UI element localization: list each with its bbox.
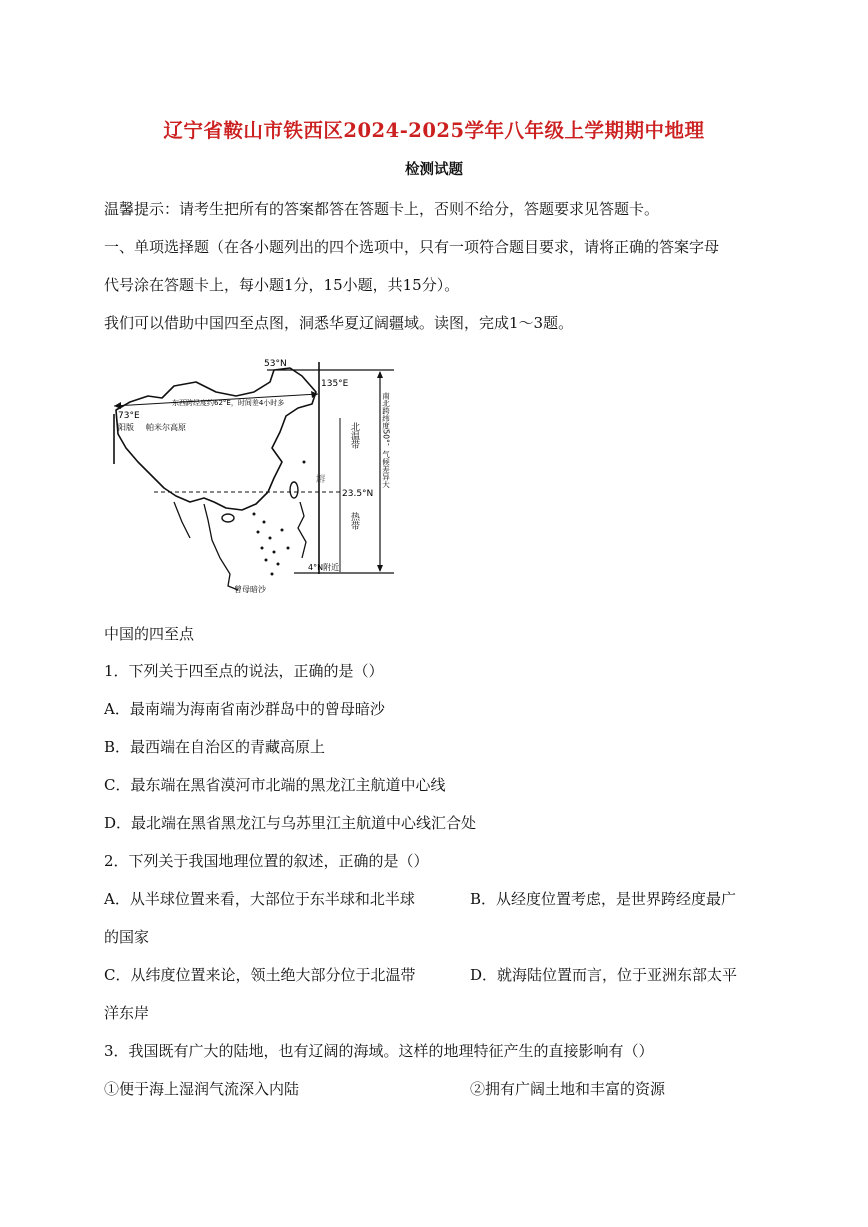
- philippines-outline: [298, 502, 306, 558]
- q2-option-a: A．从半球位置来看，大部位于东半球和北半球: [104, 890, 415, 908]
- label-north-temperate: 北温带: [349, 422, 359, 449]
- hainan-island: [222, 514, 234, 522]
- label-tropical-zone: 热带: [349, 512, 359, 530]
- label-east: 135°E: [321, 379, 349, 389]
- label-plateau: 帕米尔高原: [146, 423, 186, 432]
- q3-option-1: ①便于海上湿润气流深入内陆: [104, 1080, 300, 1098]
- label-north: 53°N: [264, 359, 287, 369]
- label-lat-span: 南北跨纬度50°，气候差异大: [381, 392, 391, 488]
- q1-option-a: A．最南端为海南省南沙群岛中的曾母暗沙: [104, 700, 385, 718]
- label-south: 4°N附近: [308, 563, 340, 572]
- q2-option-c: C．从纬度位置来论，领土绝大部分位于北温带: [104, 966, 416, 984]
- reading-intro: 我们可以借助中国四至点图，洞悉华夏辽阔疆域。读图，完成1～3题。: [104, 314, 574, 332]
- q2-option-d: D．就海陆位置而言，位于亚洲东部太平: [470, 966, 738, 984]
- exam-title: 辽宁省鞍山市铁西区2024-2025学年八年级上学期期中地理: [163, 119, 705, 142]
- exam-subtitle: 检测试题: [405, 161, 463, 178]
- southeast-asia-coast: [174, 502, 238, 590]
- label-west: 73°E: [118, 411, 140, 421]
- q1-option-c: C．最东端在黑省漠河市北端的黑龙江主航道中心线: [104, 776, 446, 794]
- q2-option-b-cont: 的国家: [104, 928, 150, 946]
- map-caption: 中国的四至点: [104, 625, 195, 643]
- label-pass: 阳版: [118, 423, 134, 432]
- china-outline: [116, 368, 316, 510]
- section-heading-line1: 一、单项选择题（在各小题列出的四个选项中，只有一项符合题目要求，请将正确的答案字母: [104, 238, 720, 256]
- q3-option-2: ②拥有广阔土地和丰富的资源: [470, 1080, 666, 1098]
- label-pacific: 太平洋: [316, 475, 344, 485]
- q3-stem: 3．我国既有广大的陆地，也有辽阔的海域。这样的地理特征产生的直接影响有（）: [104, 1042, 654, 1060]
- q1-option-d: D．最北端在黑省黑龙江与乌苏里江主航道中心线汇合处: [104, 814, 477, 832]
- taiwan-island: [290, 482, 298, 498]
- notice-text: 温馨提示：请考生把所有的答案都答在答题卡上，否则不给分，答题要求见答题卡。: [104, 200, 660, 218]
- label-lon-span: 东西跨经度约62°E，时间差4小时多: [172, 399, 285, 407]
- section-heading-line2: 代号涂在答题卡上，每小题1分，15小题，共15分）。: [104, 276, 460, 294]
- label-tropic: 23.5°N: [342, 489, 374, 499]
- q1-stem: 1．下列关于四至点的说法，正确的是（）: [104, 662, 384, 680]
- q2-option-b: B．从经度位置考虑，是世界跨经度最广: [470, 890, 737, 908]
- q2-stem: 2．下列关于我国地理位置的叙述，正确的是（）: [104, 852, 429, 870]
- label-shoal: 曾母暗沙: [234, 585, 266, 594]
- q2-option-d-cont: 洋东岸: [104, 1004, 150, 1022]
- china-extreme-points-map: [104, 352, 404, 598]
- south-sea-islands: [253, 461, 306, 576]
- q1-option-b: B．最西端在自治区的青藏高原上: [104, 738, 326, 756]
